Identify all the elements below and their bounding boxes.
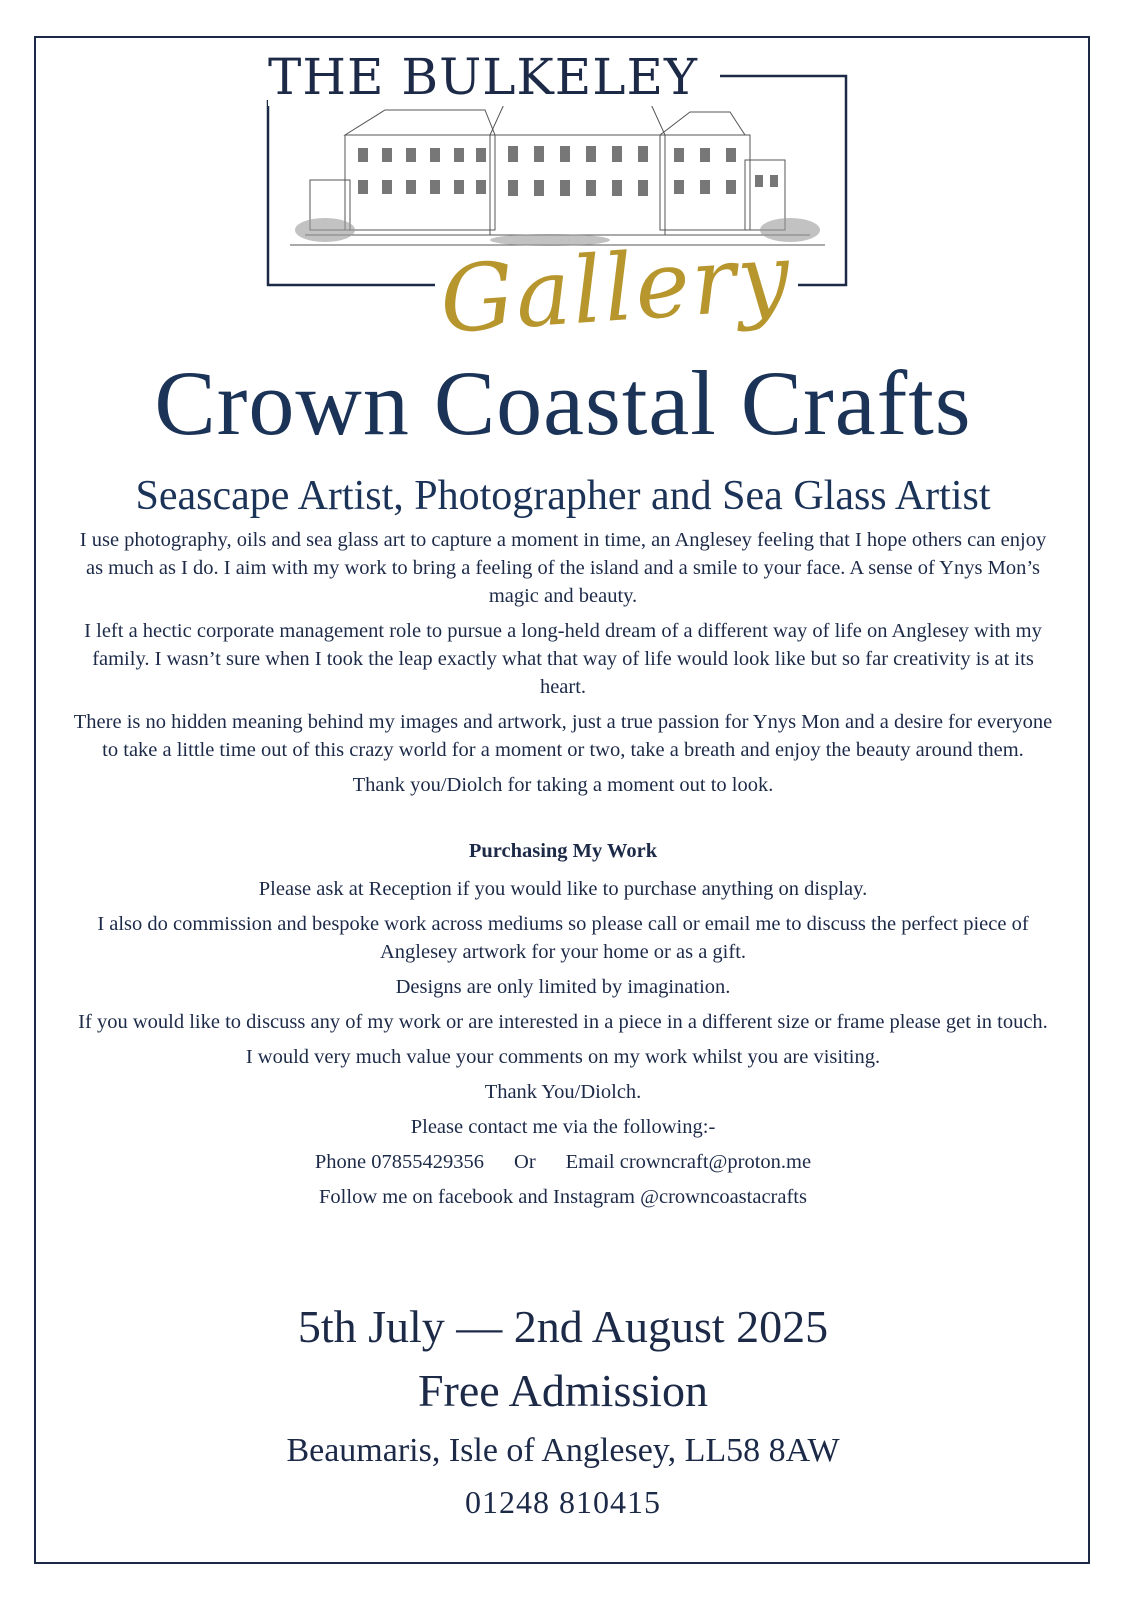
intro-paragraph-1: I use photography, oils and sea glass art to capture a moment in time, an Anglesey feeling that I hope others can enjoy as much as I do. I aim with my work to bring a feeling of the island and a smile to your face. A sense of Ynys Mon’s magic and beauty. xyxy=(79,529,1047,607)
body-content xyxy=(72,526,1054,1218)
event-address: Beaumaris, Isle of Anglesey, LL58 8AW xyxy=(286,1432,840,1469)
contact-or: Or xyxy=(514,1151,536,1173)
event-dates: 5th July — 2nd August 2025 xyxy=(297,1301,829,1352)
intro-paragraph-4: Thank you/Diolch for taking a moment out to look. xyxy=(352,774,774,796)
purchasing-paragraph-5: I would very much value your comments on my work whilst you are visiting. xyxy=(245,1046,881,1068)
purchasing-paragraph-3: Designs are only limited by imagination. xyxy=(395,976,731,998)
intro-paragraph-3: There is no hidden meaning behind my images and artwork, just a true passion for Ynys Mon and a desire for everyone to take a little time out of this crazy world for a moment or two, take a breath and enjoy the beauty around them. xyxy=(73,711,1053,761)
purchasing-paragraph-2: I also do commission and bespoke work across mediums so please call or email me to discuss the perfect piece of Anglesey artwork for your home or as a gift. xyxy=(97,913,1029,963)
event-phone: 01248 810415 xyxy=(465,1484,661,1520)
logo-gallery-script: Gallery xyxy=(436,222,795,355)
purchasing-paragraph-6: Thank You/Diolch. xyxy=(484,1081,642,1103)
contact-phone: Phone 07855429356 xyxy=(314,1151,485,1173)
contact-line xyxy=(72,1148,1054,1176)
purchasing-paragraph-1: Please ask at Reception if you would like to purchase anything on display. xyxy=(258,878,868,900)
intro-paragraph-2: I left a hectic corporate management role to pursue a long-held dream of a different way of life on Anglesey with my family. I wasn’t sure when I took the leap exactly what that way of life would look like but so far creativity is at its heart. xyxy=(84,620,1042,698)
purchasing-paragraph-7: Please contact me via the following:- xyxy=(410,1116,716,1138)
purchasing-heading: Purchasing My Work xyxy=(468,840,658,862)
logo-title: THE BULKELEY xyxy=(268,48,706,106)
bulkeley-gallery-logo xyxy=(250,40,870,370)
contact-email: Email crowncraft@proton.me xyxy=(565,1151,812,1173)
purchasing-paragraph-4: If you would like to discuss any of my work or are interested in a piece in a different size or frame please get in touch. xyxy=(78,1011,1048,1033)
page-title: Crown Coastal Crafts xyxy=(154,352,972,454)
page-subtitle: Seascape Artist, Photographer and Sea Glass Artist xyxy=(135,473,991,519)
social-line: Follow me on facebook and Instagram @crowncoastacrafts xyxy=(319,1186,807,1208)
event-admission: Free Admission xyxy=(417,1365,709,1416)
